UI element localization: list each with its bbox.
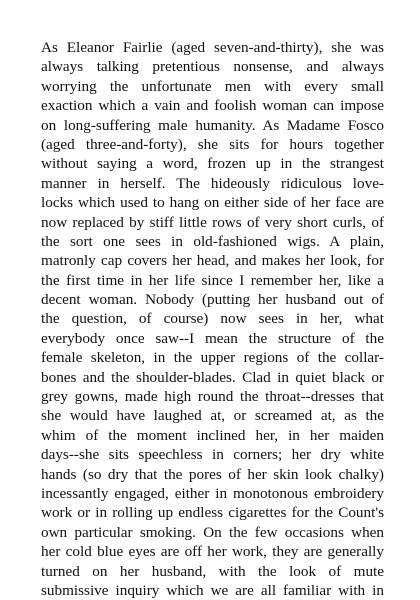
text-line: now replaced by stiff little rows of very short curls, of: [41, 213, 384, 231]
text-line: (aged three-and-forty), she sits for hours together: [41, 135, 384, 153]
text-line: the sort one sees in old-fashioned wigs. A plain,: [41, 232, 384, 250]
text-line: bones and the shoulder-blades. Clad in quiet black or: [41, 368, 384, 386]
body-text: [41, 38, 384, 600]
text-line: grey gowns, made high round the throat--dresses that: [41, 388, 384, 406]
text-line: exaction which a vain and foolish woman can impose: [41, 97, 384, 115]
text-line: decent woman. Nobody (putting her husband out of: [41, 291, 384, 309]
text-line: locks which used to hang on either side of her face are: [41, 194, 384, 212]
text-line: manner in herself. The hideously ridiculous love-: [41, 174, 384, 192]
text-line: As Eleanor Fairlie (aged seven-and-thirty), she was: [41, 39, 384, 56]
text-line: always talking pretentious nonsense, and always: [41, 58, 384, 76]
text-line: incessantly engaged, either in monotonous embroidery: [41, 484, 384, 502]
text-line: days--she sits speechless in corners; her dry white: [41, 446, 384, 464]
text-line: the first time in her life since I remember her, like a: [41, 271, 384, 289]
text-line: everybody once saw--I mean the structure of the: [41, 329, 384, 347]
text-line: own particular smoking. On the few occasions when: [41, 523, 384, 541]
text-line: on long-suffering male humanity. As Madame Fosco: [41, 116, 384, 134]
text-line: matronly cap covers her head, and makes her look, for: [41, 252, 384, 270]
text-line: submissive inquiry which we are all familiar with in: [41, 581, 384, 599]
text-line: without saying a word, frozen up in the strangest: [41, 155, 384, 173]
text-line: the question, of course) now sees in her, what: [41, 310, 384, 328]
text-line: worrying the unfortunate men with every small: [41, 77, 384, 95]
text-line: her cold blue eyes are off her work, they are generally: [41, 543, 384, 561]
text-line: work or in rolling up endless cigarettes for the Count's: [41, 504, 384, 522]
text-line: female skeleton, in the upper regions of the collar-: [41, 349, 384, 367]
text-line: turned on her husband, with the look of mute: [41, 562, 384, 580]
text-line: hands (so dry that the pores of her skin look chalky): [41, 465, 384, 483]
text-line: she would have laughed at, or screamed at, as the: [41, 407, 384, 425]
text-line: whim of the moment inclined her, in her maiden: [41, 426, 384, 444]
